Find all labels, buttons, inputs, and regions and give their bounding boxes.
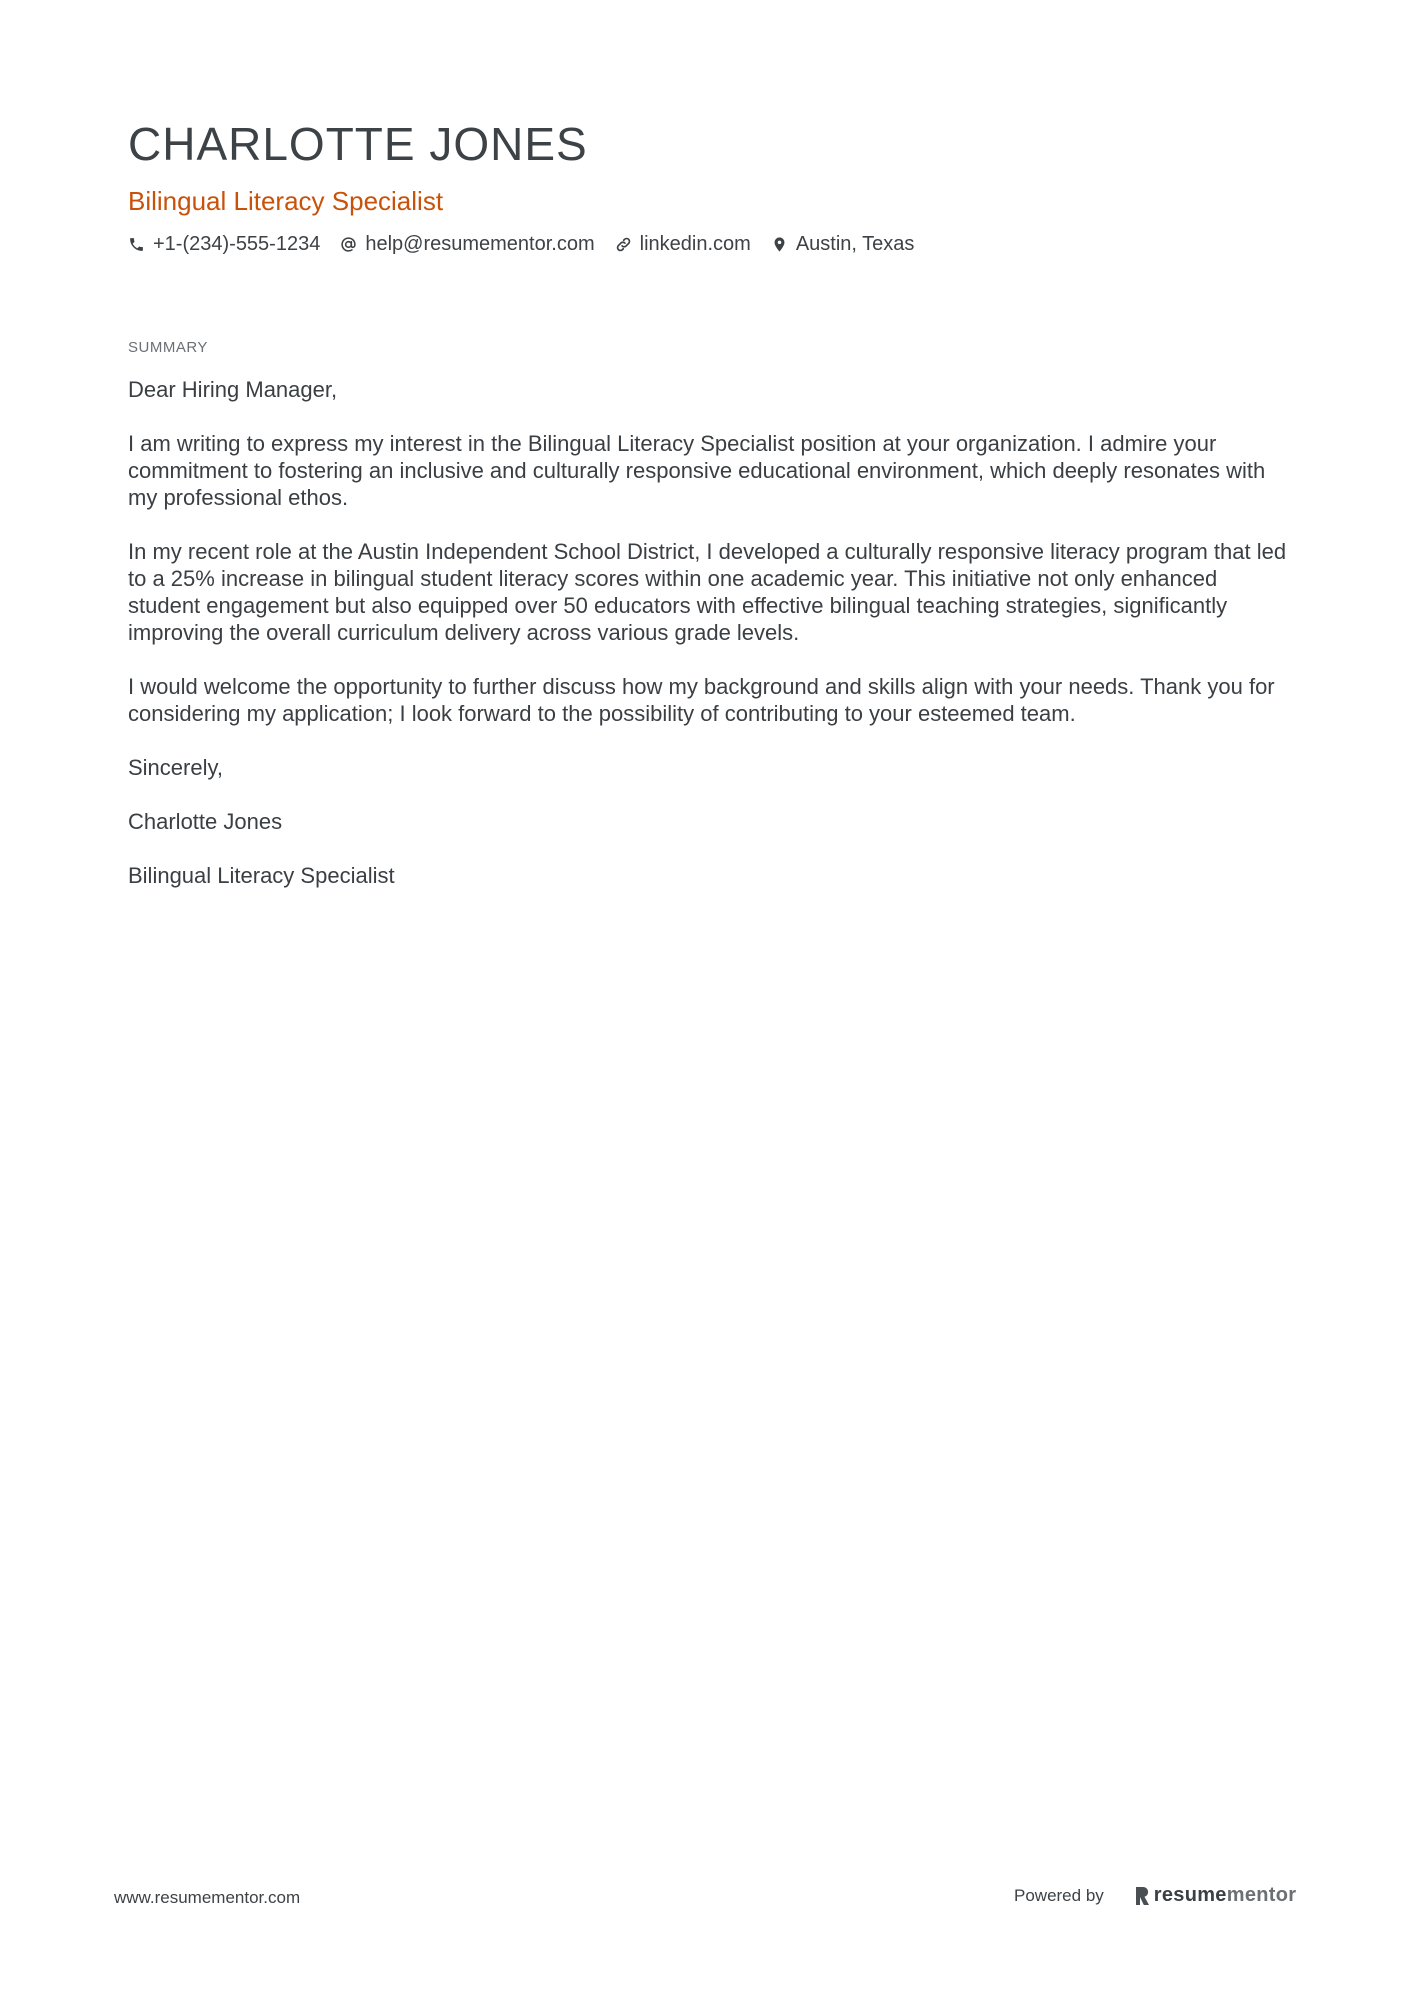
footer-brand [1014,1884,1296,1907]
section-heading: SUMMARY [128,339,208,356]
email-text: help@resumementor.com [365,233,595,255]
contact-email [340,230,594,258]
signature-name: Charlotte Jones [128,809,283,834]
letter-closing: Sincerely, [128,755,223,780]
brand-text-strong: resume [1153,1884,1227,1906]
phone-icon [128,236,145,253]
resumementor-logo-icon [1134,1886,1150,1906]
contact-website [615,230,751,258]
website-text: linkedin.com [639,233,751,255]
contact-phone [128,230,320,258]
candidate-role: Bilingual Literacy Specialist [128,186,444,216]
brand-text-light: mentor [1226,1884,1297,1906]
powered-by-label: Powered by [1014,1885,1104,1905]
map-pin-icon [771,236,788,253]
candidate-name: CHARLOTTE JONES [128,118,588,170]
letter-paragraph: I am writing to express my interest in the Bilingual Literacy Specialist position at your organization. I admire your commitment to fostering an inclusive and culturally responsive educational environment, which deeply resonates with my professional ethos. [128,431,1266,510]
letter-greeting: Dear Hiring Manager, [128,377,338,402]
link-icon [615,236,632,253]
contact-location [771,230,915,258]
location-text: Austin, Texas [795,233,915,255]
contact-bar [128,230,1288,258]
signature-title: Bilingual Literacy Specialist [128,863,395,888]
phone-text: +1-(234)-555-1234 [153,233,321,255]
at-icon [340,236,357,253]
letter-paragraph: I would welcome the opportunity to further discuss how my background and skills align with your needs. Thank you for considering my application; I look forward to the possibility of contributing to your esteemed team. [128,674,1275,726]
letter-body [128,376,1288,889]
brand-logo[interactable] [1134,1884,1297,1907]
letter-paragraph: In my recent role at the Austin Independent School District, I developed a culturally responsive literacy program that led to a 25% increase in bilingual student literacy scores within one academic year. This initiative not only enhanced student engagement but also equipped over 50 educators with effective bilingual teaching strategies, significantly improving the overall curriculum delivery across various grade levels. [128,539,1287,645]
footer-website-link[interactable]: www.resumementor.com [114,1888,301,1907]
cover-letter-page [128,112,1288,916]
